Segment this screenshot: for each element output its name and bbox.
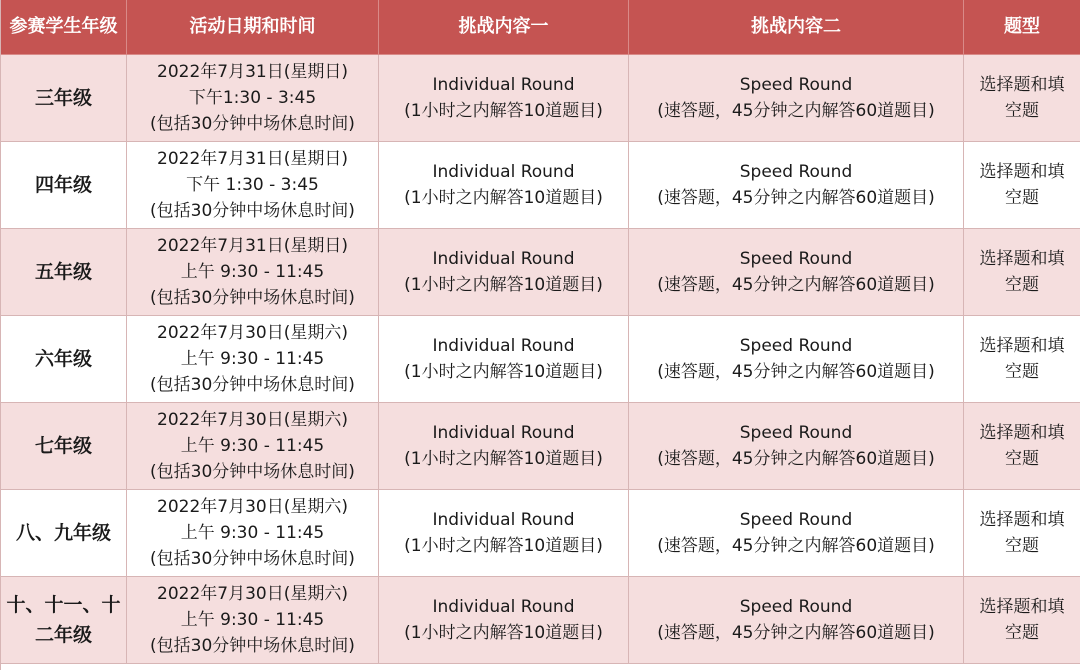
grade-cell: 四年级 bbox=[1, 142, 127, 229]
challenge-two-desc: (速答题，45分钟之内解答60道题目) bbox=[657, 362, 935, 382]
question-type-text: 空题 bbox=[1005, 362, 1039, 382]
challenge-two-title: Speed Round bbox=[739, 510, 853, 530]
challenge-two-cell bbox=[629, 142, 964, 229]
grade-cell: 六年级 bbox=[1, 316, 127, 403]
grade-cell: 三年级 bbox=[1, 55, 127, 142]
challenge-one-title: Individual Round bbox=[432, 75, 575, 95]
header-challenge-two: 挑战内容二 bbox=[629, 0, 964, 55]
datetime-date: 2022年7月30日(星期六) bbox=[157, 497, 348, 517]
grade-cell: 七年级 bbox=[1, 403, 127, 490]
challenge-one-title: Individual Round bbox=[432, 510, 575, 530]
question-type-text: 空题 bbox=[1005, 623, 1039, 643]
datetime-note: (包括30分钟中场休息时间) bbox=[150, 549, 355, 569]
datetime-note: (包括30分钟中场休息时间) bbox=[150, 462, 355, 482]
challenge-one-desc: (1小时之内解答10道题目) bbox=[404, 623, 603, 643]
question-type-cell bbox=[964, 142, 1080, 229]
datetime-date: 2022年7月31日(星期日) bbox=[157, 149, 348, 169]
datetime-time: 上午 9:30 - 11:45 bbox=[180, 610, 325, 630]
challenge-two-desc: (速答题，45分钟之内解答60道题目) bbox=[657, 449, 935, 469]
question-type-text: 空题 bbox=[1005, 449, 1039, 469]
grade-cell: 八、九年级 bbox=[1, 490, 127, 577]
challenge-two-cell bbox=[629, 403, 964, 490]
challenge-one-cell bbox=[379, 229, 629, 316]
challenge-one-cell bbox=[379, 490, 629, 577]
question-type-text: 选择题和填 bbox=[979, 336, 1065, 356]
question-type-text: 选择题和填 bbox=[979, 162, 1065, 182]
question-type-cell bbox=[964, 577, 1080, 664]
datetime-cell bbox=[127, 490, 379, 577]
challenge-one-title: Individual Round bbox=[432, 423, 575, 443]
challenge-one-desc: (1小时之内解答10道题目) bbox=[404, 188, 603, 208]
question-type-cell bbox=[964, 55, 1080, 142]
challenge-two-desc: (速答题，45分钟之内解答60道题目) bbox=[657, 275, 935, 295]
datetime-date: 2022年7月30日(星期六) bbox=[157, 323, 348, 343]
grade-cell: 十、十一、十二年级 bbox=[1, 577, 127, 664]
challenge-one-cell bbox=[379, 577, 629, 664]
challenge-two-title: Speed Round bbox=[739, 162, 853, 182]
datetime-cell bbox=[127, 229, 379, 316]
question-type-cell bbox=[964, 403, 1080, 490]
question-type-cell bbox=[964, 490, 1080, 577]
header-challenge-one: 挑战内容一 bbox=[379, 0, 629, 55]
challenge-one-desc: (1小时之内解答10道题目) bbox=[404, 101, 603, 121]
datetime-date: 2022年7月30日(星期六) bbox=[157, 584, 348, 604]
question-type-text: 空题 bbox=[1005, 275, 1039, 295]
question-type-text: 选择题和填 bbox=[979, 249, 1065, 269]
challenge-two-cell bbox=[629, 490, 964, 577]
question-type-text: 选择题和填 bbox=[979, 510, 1065, 530]
challenge-one-cell bbox=[379, 403, 629, 490]
datetime-time: 下午 1:30 - 3:45 bbox=[186, 175, 319, 195]
header-grade: 参赛学生年级 bbox=[1, 0, 127, 55]
question-type-text: 选择题和填 bbox=[979, 75, 1065, 95]
challenge-one-title: Individual Round bbox=[432, 162, 575, 182]
datetime-time: 上午 9:30 - 11:45 bbox=[180, 262, 325, 282]
challenge-two-title: Speed Round bbox=[739, 336, 853, 356]
datetime-note: (包括30分钟中场休息时间) bbox=[150, 288, 355, 308]
challenge-two-desc: (速答题，45分钟之内解答60道题目) bbox=[657, 536, 935, 556]
datetime-time: 上午 9:30 - 11:45 bbox=[180, 349, 325, 369]
challenge-two-title: Speed Round bbox=[739, 597, 853, 617]
datetime-date: 2022年7月30日(星期六) bbox=[157, 410, 348, 430]
challenge-one-cell bbox=[379, 55, 629, 142]
challenge-one-title: Individual Round bbox=[432, 249, 575, 269]
challenge-one-desc: (1小时之内解答10道题目) bbox=[404, 362, 603, 382]
datetime-time: 上午 9:30 - 11:45 bbox=[180, 523, 325, 543]
challenge-one-cell bbox=[379, 316, 629, 403]
datetime-cell bbox=[127, 55, 379, 142]
datetime-time: 上午 9:30 - 11:45 bbox=[180, 436, 325, 456]
datetime-date: 2022年7月31日(星期日) bbox=[157, 62, 348, 82]
header-datetime: 活动日期和时间 bbox=[127, 0, 379, 55]
datetime-cell bbox=[127, 403, 379, 490]
datetime-time: 下午1:30 - 3:45 bbox=[188, 88, 317, 108]
grade-cell: 五年级 bbox=[1, 229, 127, 316]
challenge-two-title: Speed Round bbox=[739, 249, 853, 269]
header-question-type: 题型 bbox=[964, 0, 1080, 55]
question-type-cell bbox=[964, 229, 1080, 316]
datetime-cell bbox=[127, 142, 379, 229]
challenge-two-title: Speed Round bbox=[739, 75, 853, 95]
question-type-text: 空题 bbox=[1005, 101, 1039, 121]
challenge-two-cell bbox=[629, 55, 964, 142]
datetime-note: (包括30分钟中场休息时间) bbox=[150, 636, 355, 656]
question-type-text: 选择题和填 bbox=[979, 597, 1065, 617]
challenge-one-desc: (1小时之内解答10道题目) bbox=[404, 449, 603, 469]
challenge-two-cell bbox=[629, 229, 964, 316]
challenge-one-title: Individual Round bbox=[432, 597, 575, 617]
question-type-cell bbox=[964, 316, 1080, 403]
challenge-one-desc: (1小时之内解答10道题目) bbox=[404, 275, 603, 295]
challenge-two-title: Speed Round bbox=[739, 423, 853, 443]
challenge-one-desc: (1小时之内解答10道题目) bbox=[404, 536, 603, 556]
datetime-cell bbox=[127, 577, 379, 664]
challenge-two-desc: (速答题，45分钟之内解答60道题目) bbox=[657, 188, 935, 208]
challenge-two-desc: (速答题，45分钟之内解答60道题目) bbox=[657, 101, 935, 121]
datetime-date: 2022年7月31日(星期日) bbox=[157, 236, 348, 256]
question-type-text: 空题 bbox=[1005, 188, 1039, 208]
challenge-one-cell bbox=[379, 142, 629, 229]
datetime-note: (包括30分钟中场休息时间) bbox=[150, 375, 355, 395]
challenge-two-cell bbox=[629, 316, 964, 403]
challenge-two-cell bbox=[629, 577, 964, 664]
challenge-two-desc: (速答题，45分钟之内解答60道题目) bbox=[657, 623, 935, 643]
challenge-one-title: Individual Round bbox=[432, 336, 575, 356]
datetime-note: (包括30分钟中场休息时间) bbox=[150, 201, 355, 221]
datetime-note: (包括30分钟中场休息时间) bbox=[150, 114, 355, 134]
question-type-text: 空题 bbox=[1005, 536, 1039, 556]
question-type-text: 选择题和填 bbox=[979, 423, 1065, 443]
datetime-cell bbox=[127, 316, 379, 403]
